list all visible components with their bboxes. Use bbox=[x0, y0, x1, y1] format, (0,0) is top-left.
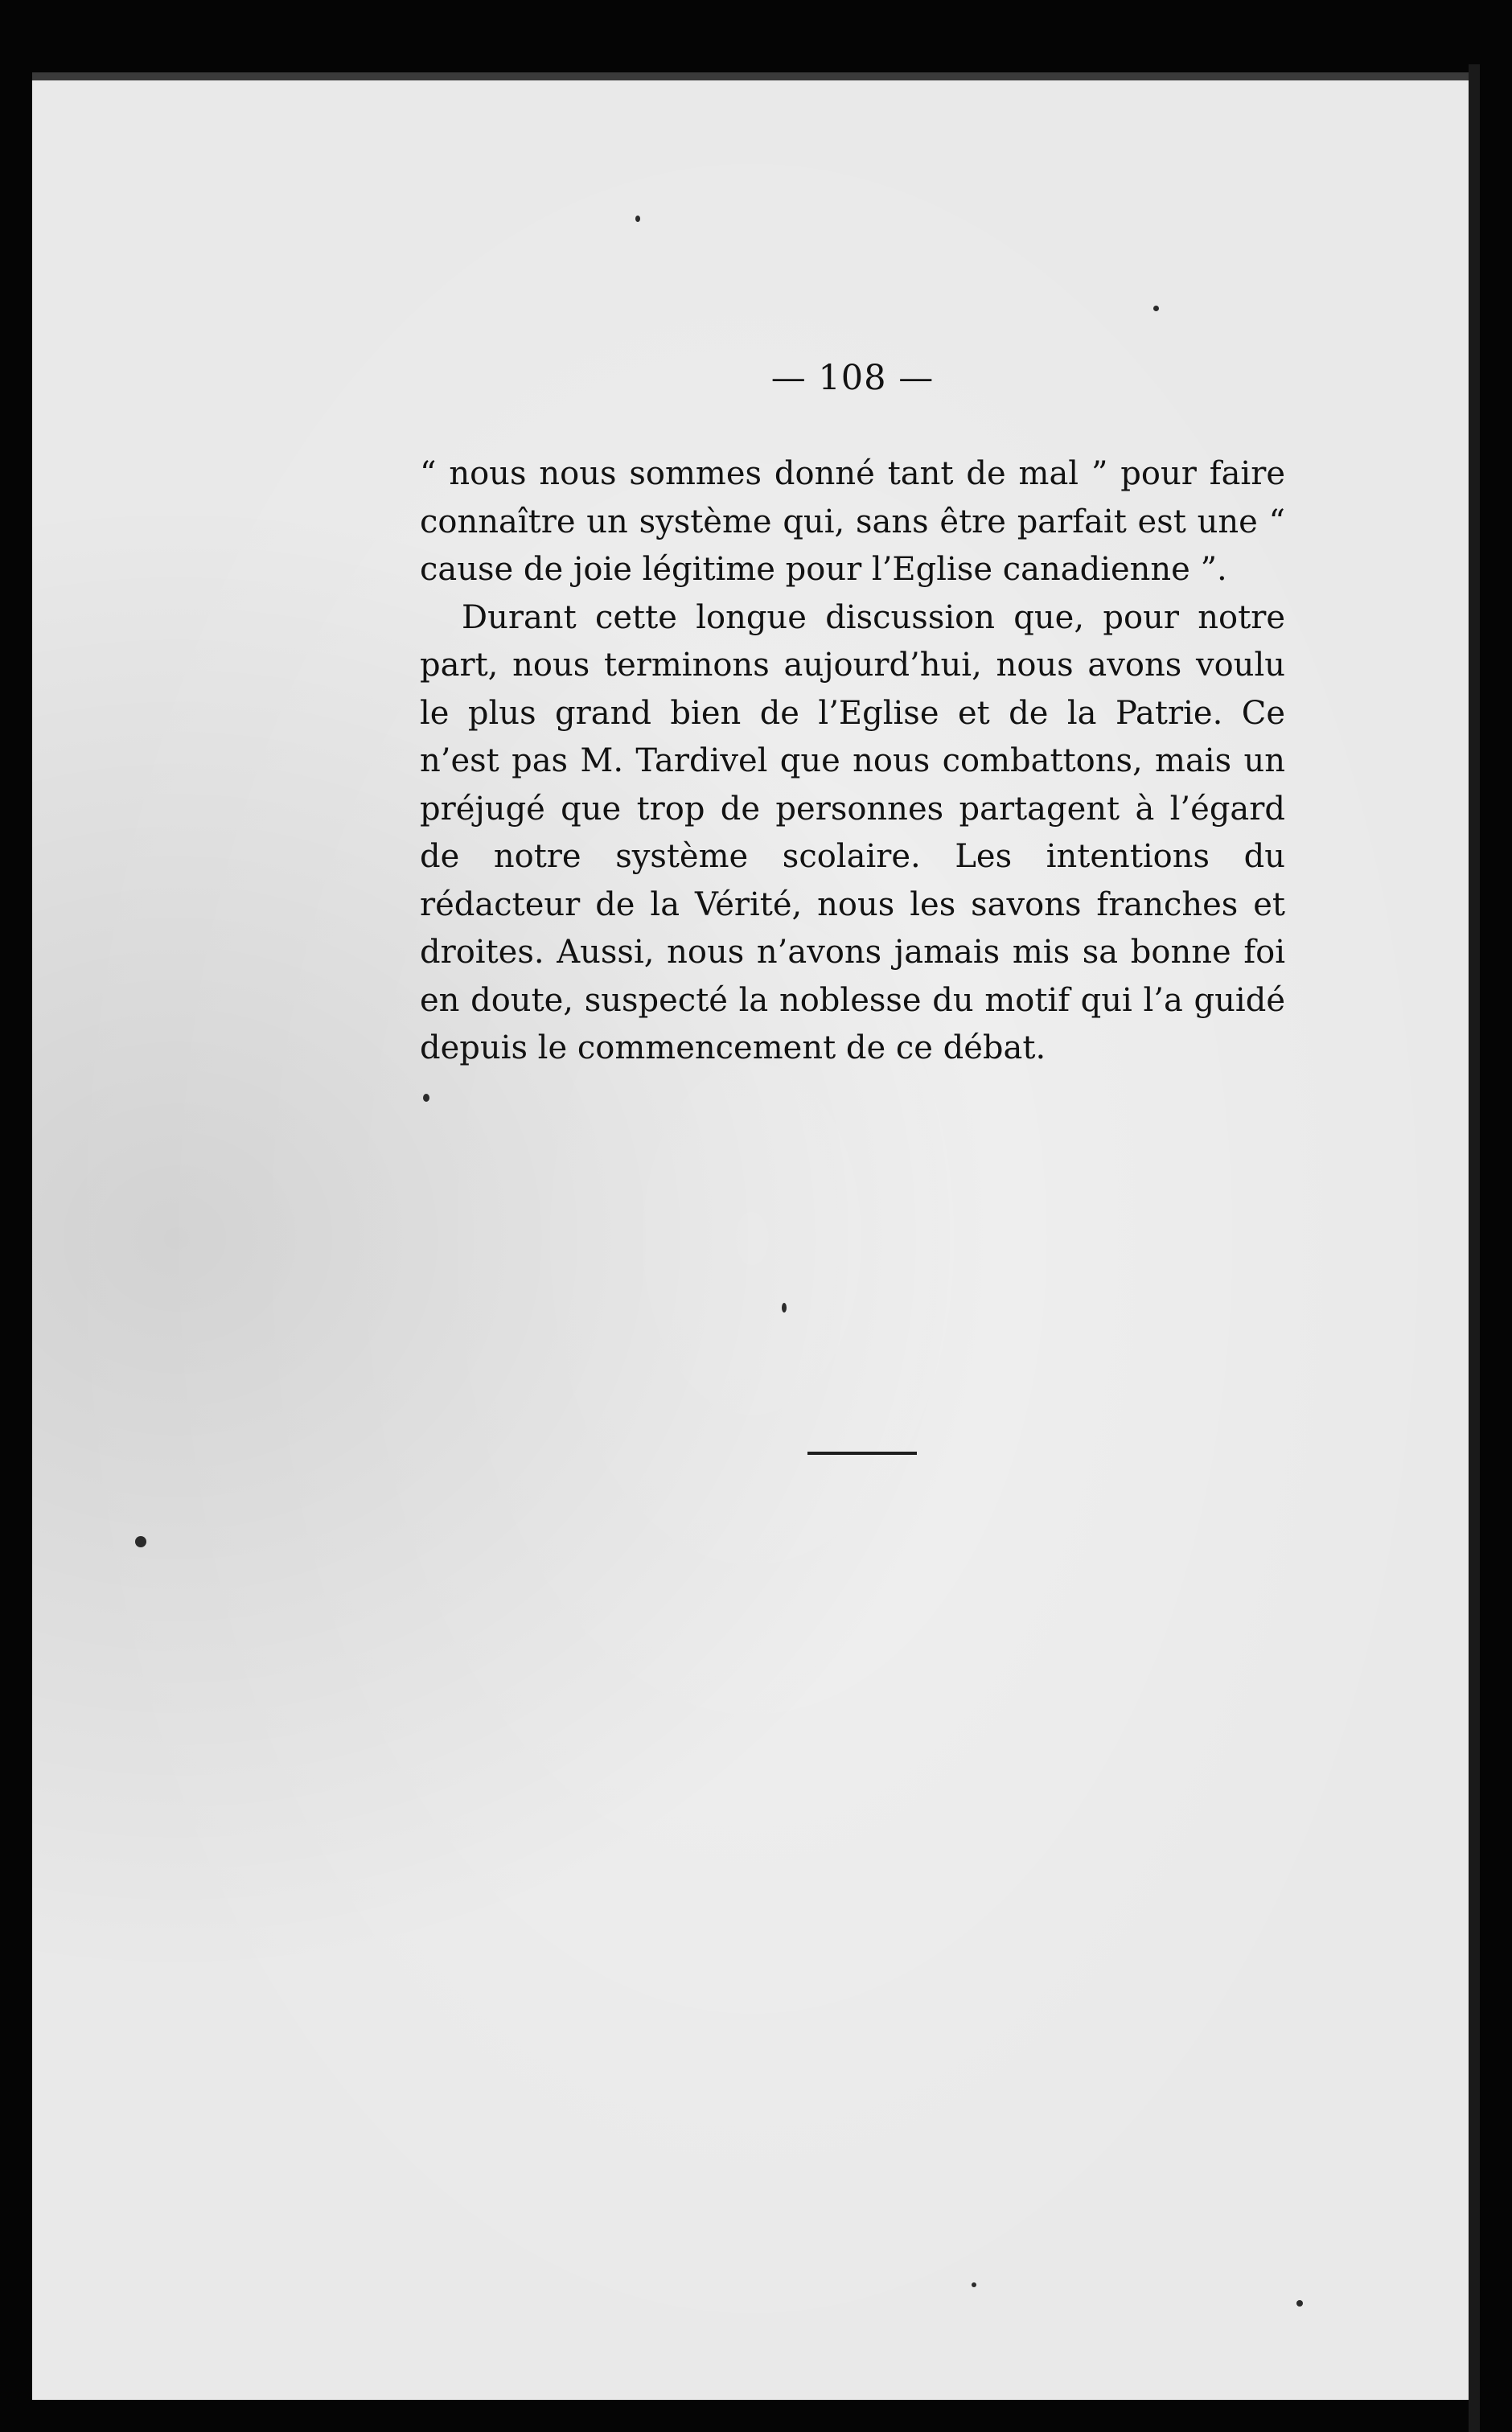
text-block bbox=[420, 354, 1285, 1073]
ink-speck bbox=[1296, 2300, 1303, 2307]
ink-speck bbox=[972, 2282, 976, 2287]
ink-speck bbox=[135, 1536, 146, 1547]
separator-rule bbox=[807, 1452, 917, 1455]
page-right-edge bbox=[1469, 64, 1480, 2432]
ink-speck bbox=[782, 1303, 787, 1313]
ink-speck bbox=[635, 216, 640, 222]
page-top-edge bbox=[32, 72, 1472, 80]
page-number: — 108 — bbox=[770, 358, 935, 398]
ink-speck bbox=[1153, 306, 1159, 311]
paragraph-continued: “ nous nous sommes donné tant de mal ” pour faire connaître un système qui, sans être parfait est une “ cause de joie légitime pour l’Eglise canadienne ”. bbox=[420, 455, 1285, 588]
paragraph-conclusion: Durant cette longue discussion que, pour notre part, nous terminons aujourd’hui, nous avons voulu le plus grand bien de l’Eglise et de la Patrie. Ce n’est pas M. Tardivel que nous combattons, mais un préjugé que trop de personnes partagent à l’égard de notre système scolaire. Les intentions du rédacteur de la Vérité, nous les savons franches et droites. Aussi, nous n’avons jamais mis sa bonne foi en doute, suspecté la noblesse du motif qui l’a guidé depuis le commencement de ce débat. bbox=[420, 598, 1285, 1066]
ink-speck bbox=[423, 1094, 429, 1102]
